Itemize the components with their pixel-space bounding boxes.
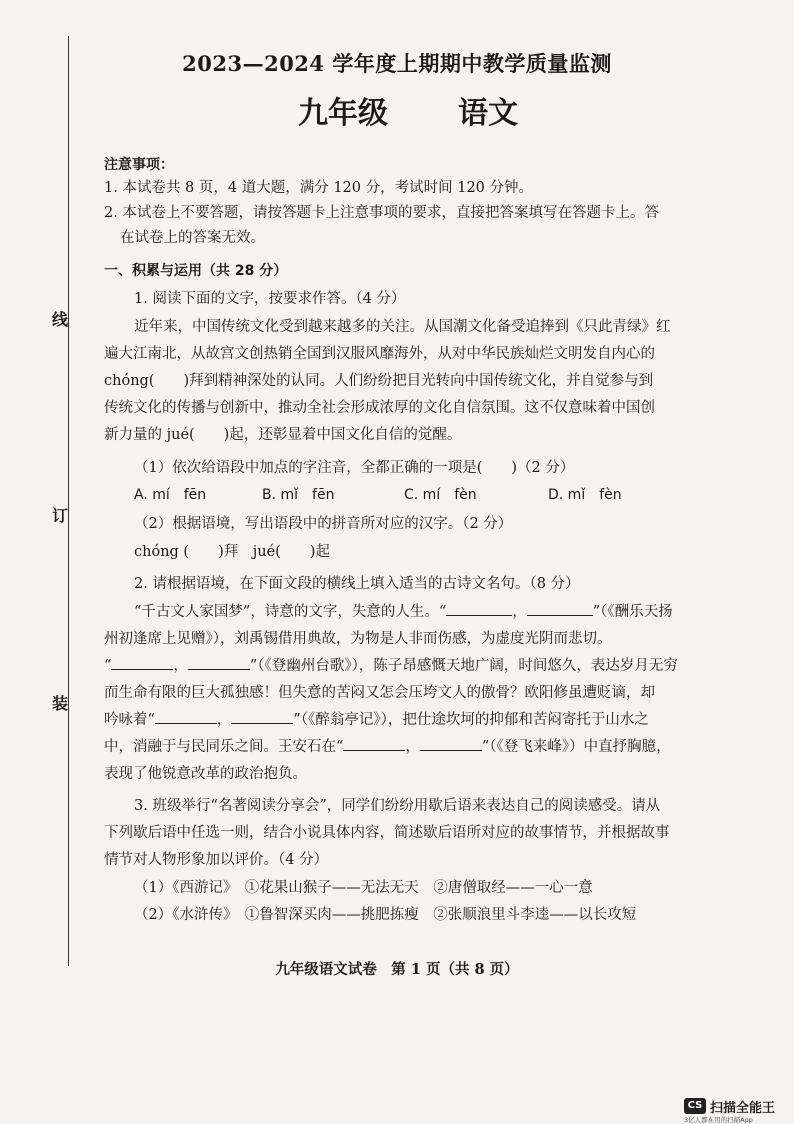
subject-title: 语文 (458, 96, 518, 131)
q3-option-1: （1）《西游记》 ①花果山猴子——无法无天 ②唐僧取经——一心一意 (134, 880, 593, 896)
q1-passage-line-4: 传统文化的传播与创新中，推动全社会形成浓厚的文化自信氛围。这不仅意味着中国创 (104, 400, 655, 416)
notice-item-2-cont: 在试卷上的答案无效。 (120, 230, 265, 246)
answer-blank (446, 601, 512, 616)
answer-blank (527, 601, 593, 616)
q1-option-d: D. mǐ fèn (548, 487, 622, 503)
q1-option-b: B. mǐ fēn (262, 487, 335, 503)
page-footer: 九年级语文试卷 第 1 页（共 8 页） (275, 961, 519, 978)
q2-text: ”（《醉翁亭记》），把仕途坎坷的抑郁和苦闷寄托于山水之 (293, 712, 649, 728)
q1-option-c: C. mí fèn (404, 487, 477, 503)
q2-text: ”（《登幽州台歌》），陈子昂感慨天地广阔，时间悠久，表达岁月无穷 (249, 658, 678, 674)
q1-prompt: 1. 阅读下面的文字，按要求作答。（4 分） (134, 291, 406, 307)
q2-comma: ， (173, 658, 188, 674)
scanner-logo-icon: CS (684, 1098, 706, 1114)
q2-text: “ (104, 658, 112, 674)
answer-blank (231, 709, 293, 724)
q2-line-3 (104, 655, 678, 677)
q2-text: “千古文人家国梦”，诗意的文字，失意的人生。“ (134, 604, 447, 620)
q2-text: 吟咏着“ (104, 712, 155, 728)
notice-heading: 注意事项： (104, 157, 174, 173)
section-1-heading: 一、积累与运用（共 28 分） (104, 263, 288, 279)
q2-line-7: 表现了他锐意改革的政治抱负。 (104, 766, 307, 782)
q1-sub2-answer: chóng ( )拜 jué( )起 (134, 544, 330, 560)
binding-mark-ding: 订 (52, 506, 69, 525)
scanner-tagline: 3亿人都在用的扫描App (684, 1116, 753, 1124)
q2-line-2: 州初逢席上见赠》），刘禹锡借用典故，为物是人非而伤感，为虚度光阴而悲切。 (104, 631, 612, 647)
q2-prompt: 2. 请根据语境，在下面文段的横线上填入适当的古诗文名句。（8 分） (134, 576, 580, 592)
q2-text: ”（《酬乐天扬 (592, 604, 673, 620)
q2-line-1 (134, 601, 673, 623)
q1-sub1: （1）依次给语段中加点的字注音，全都正确的一项是( )（2 分） (134, 460, 575, 476)
answer-blank (111, 655, 173, 670)
answer-blank (420, 736, 482, 751)
q2-line-4: 而生命有限的巨大孤独感！但失意的苦闷又怎会压垮文人的傲骨？欧阳修虽遭贬谪，却 (104, 685, 655, 701)
notice-item-2: 2. 本试卷上不要答题，请按答题卡上注意事项的要求，直接把答案填写在答题卡上。答 (104, 205, 659, 221)
binding-mark-xian: 线 (52, 310, 69, 329)
q1-passage-line-5: 新力量的 jué( )起，还彰显着中国文化自信的觉醒。 (104, 427, 462, 443)
answer-blank (155, 709, 217, 724)
q2-line-6 (104, 736, 671, 758)
q3-prompt-line-1: 3. 班级举行“名著阅读分享会”，同学们纷纷用歇后语来表达自己的阅读感受。请从 (134, 798, 661, 814)
q2-comma: ， (405, 739, 420, 755)
grade-title: 九年级 (298, 96, 388, 131)
binding-mark-zhuang: 装 (52, 694, 69, 713)
q2-comma: ， (216, 712, 232, 728)
scanner-name: 扫描全能王 (710, 1101, 776, 1116)
q1-option-a: A. mí fēn (134, 487, 207, 503)
q1-passage-line-3: chóng( )拜到精神深处的认同。人们纷纷把目光转向中国传统文化，并自觉参与到 (104, 373, 654, 389)
q3-prompt-line-3: 情节对人物形象加以评价。（4 分） (104, 852, 329, 868)
q2-text: ”（《登飞来峰》）中直抒胸臆， (481, 739, 671, 755)
q1-passage-line-1: 近年来，中国传统文化受到越来越多的关注。从国潮文化备受追捧到《只此青绿》红 (134, 319, 671, 335)
answer-blank (188, 655, 250, 670)
exam-title: 2023—2024 学年度上期期中教学质量监测 (182, 51, 612, 76)
q1-sub2: （2）根据语境，写出语段中的拼音所对应的汉字。（2 分） (134, 516, 513, 532)
q1-passage-line-2: 遍大江南北，从故宫文创热销全国到汉服风靡海外，从对中华民族灿烂文明发自内心的 (104, 346, 655, 362)
answer-blank (343, 736, 405, 751)
q2-line-5 (104, 709, 649, 731)
binding-line (68, 36, 69, 966)
q2-comma: ， (512, 604, 527, 620)
q2-text: 中，消融于与民同乐之间。王安石在“ (104, 739, 344, 755)
q3-option-2: （2）《水浒传》 ①鲁智深买肉——挑肥拣瘦 ②张顺浪里斗李逵——以长攻短 (134, 907, 637, 923)
notice-item-1: 1. 本试卷共 8 页，4 道大题，满分 120 分，考试时间 120 分钟。 (104, 180, 534, 196)
q3-prompt-line-2: 下列歇后语中任选一则，结合小说具体内容，简述歇后语所对应的故事情节，并根据故事 (104, 825, 670, 841)
